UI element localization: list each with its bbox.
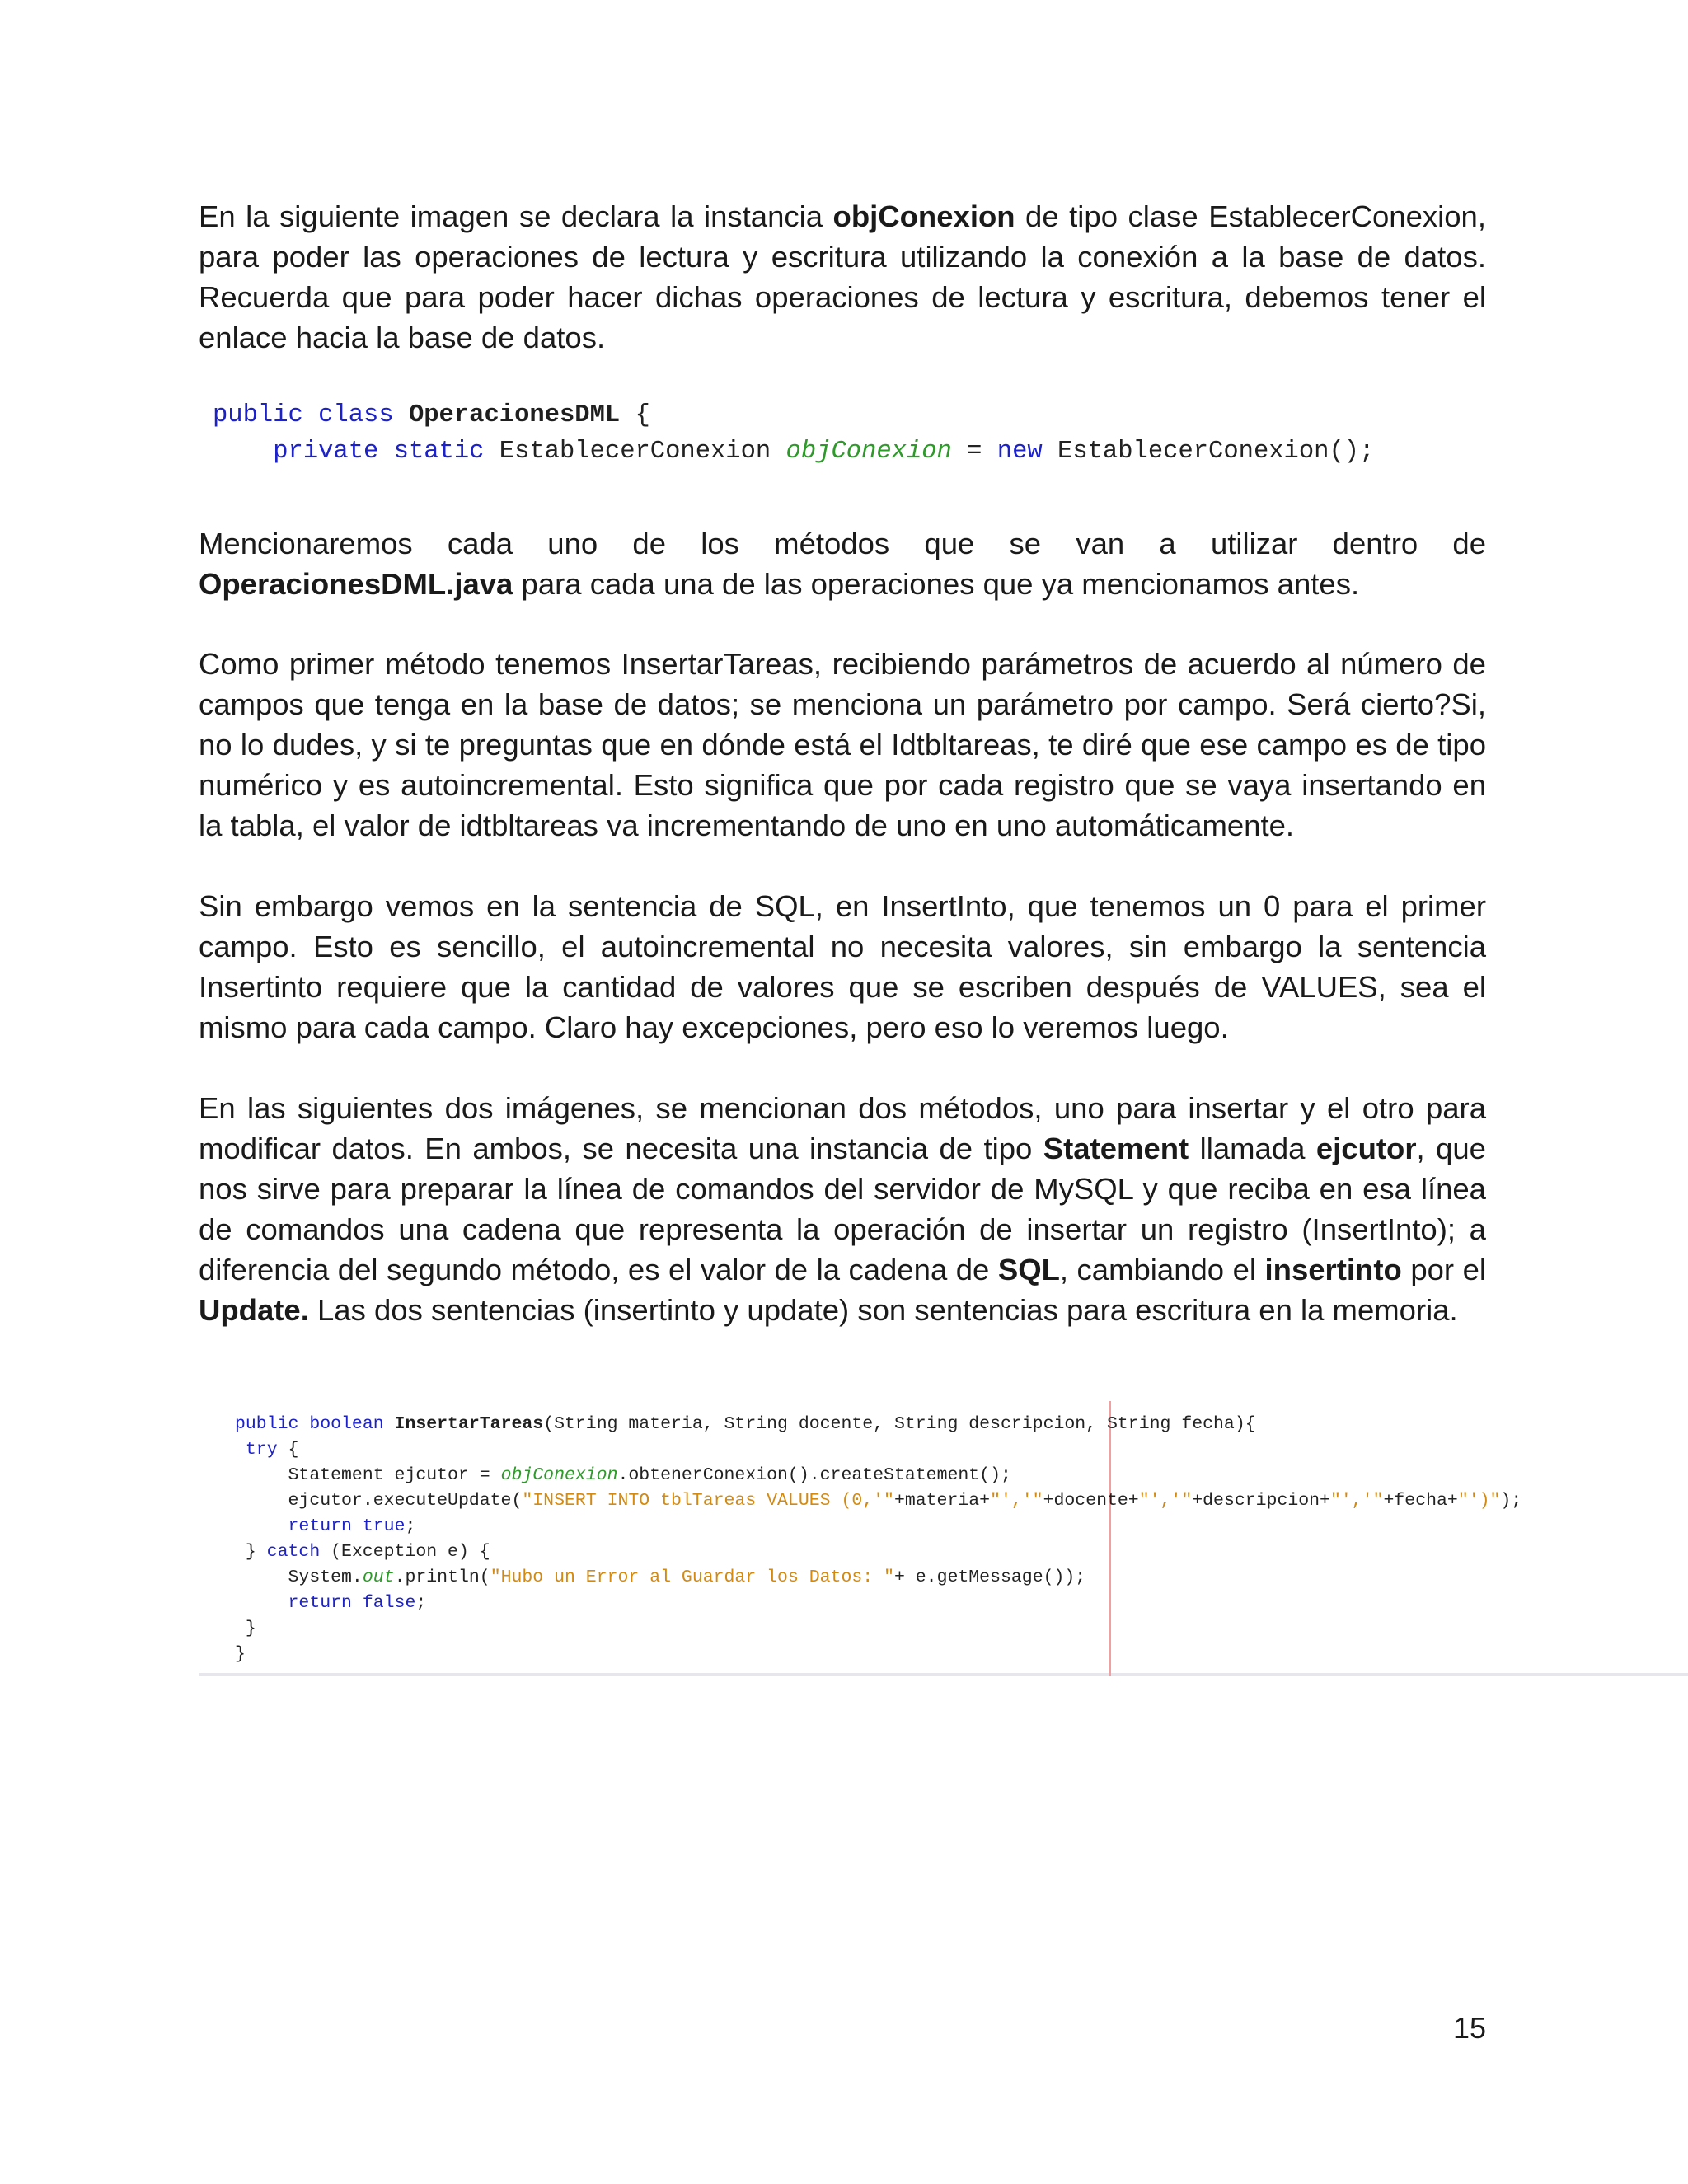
code-text: +materia+ [893,1491,991,1511]
code-text: (Exception e) { [320,1542,490,1562]
code-text: } [235,1644,246,1664]
bold-term-objconexion: objConexion [832,199,1015,233]
code-string: "','" [1138,1491,1193,1511]
text: por el [1401,1253,1486,1286]
code-string: "INSERT INTO tblTareas VALUES (0,'" [522,1491,894,1511]
code-text: +docente+ [1043,1491,1139,1511]
code-keyword: catch [266,1542,321,1562]
code-text: ejcutor.executeUpdate( [288,1491,523,1511]
code-text: System. [288,1568,363,1587]
code-string: "')" [1457,1491,1501,1511]
paragraph-statement-ejcutor [199,1088,1486,1330]
code-field: objConexion [500,1465,618,1485]
code-text: ; [415,1593,427,1613]
code-string: "','" [990,1491,1043,1511]
code-keyword: public boolean [235,1414,395,1434]
code-text: ); [1500,1491,1522,1511]
code-method-name: InsertarTareas [394,1414,544,1434]
code-text: +fecha+ [1383,1491,1458,1511]
code-keyword: new [996,438,1058,466]
code-text: + e.getMessage()); [893,1568,1086,1587]
code-indent [213,438,273,466]
bold-term-update: Update. [199,1293,309,1327]
code-text: .obtenerConexion().createStatement(); [617,1465,1011,1485]
text: para cada una de las operaciones que ya mencionamos antes. [513,567,1360,601]
bold-term-insertinto: insertinto [1264,1253,1402,1286]
code-keyword: try [245,1440,278,1460]
paragraph-insertartareas: Como primer método tenemos InsertarTareas, recibiendo parámetros de acuerdo al número de campos que tenga en la base de datos; se menciona un parámetro por campo. Será cierto?Si, no lo dudes, y si te preguntas que en dónde está el Idtbltareas, te diré que ese campo es de tipo numérico y es autoincremental. Esto significa que por cada registro que se vaya insertando en la tabla, el valor de idtbltareas va incrementando de uno en uno automáticamente. [199,647,1486,842]
bold-term-sql: SQL [997,1253,1060,1286]
code-text: ; [405,1516,416,1536]
code-type: EstablecerConexion [499,438,786,466]
code-text: { [620,401,650,429]
code-keyword: private static [273,438,499,466]
text: , que nos sirve para preparar la línea de comandos del servidor de MySQL y que reciba en esa línea de comandos una cadena que representa la operación de insertar un registro (InsertInto); a diferencia del segundo método, es el valor de la cadena de [199,1132,1486,1286]
code-string: "Hubo un Error al Guardar los Datos: " [490,1568,894,1587]
code-text: { [277,1440,299,1460]
code-text: EstablecerConexion(); [1057,438,1375,466]
code-string: "','" [1329,1491,1384,1511]
code-field: objConexion [785,438,952,466]
paragraph-sql-insertinto: Sin embargo vemos en la sentencia de SQL, en InsertInto, que tenemos un 0 para el primer campo. Esto es sencillo, el autoincremental no necesita valores, sin embargo la sentencia Insertinto requiere que la cantidad de valores que se escriben después de VALUES, sea el mismo para cada campo. Claro hay excepciones, pero eso lo veremos luego. [199,889,1486,1044]
code-snippet-insertartareas [235,1412,1522,1667]
paragraph-intro-objconexion [199,196,1486,358]
bold-term-operacionesdml: OperacionesDML.java [199,567,513,601]
code-text: Statement ejcutor = [288,1465,501,1485]
code-text: } [245,1619,256,1638]
paragraph-methods-intro [199,523,1486,604]
code-screenshot-insertartareas [199,1401,1688,1676]
text: En las siguientes dos imágenes, se mencionan dos métodos, uno para insertar y el otro para modificar datos. En ambos, se necesita una instancia de tipo [199,1091,1486,1165]
page-number: 15 [1452,2011,1486,2045]
code-snippet-class-declaration [213,397,1374,470]
text: de tipo clase EstablecerConexion, para poder las operaciones de lectura y escritura utilizando la conexión a la base de datos. Recuerda que para poder hacer dichas operaciones de lectura y escritura, debemos tener el enlace hacia la base de datos. [199,199,1486,354]
code-keyword: public class [213,401,409,429]
code-keyword: return false [288,1593,416,1613]
code-class-name: OperacionesDML [408,401,621,429]
code-text: +descripcion+ [1192,1491,1330,1511]
code-field: out [362,1568,395,1587]
text: En la siguiente imagen se declara la instancia [199,199,833,233]
code-keyword: return true [288,1516,406,1536]
text: Mencionaremos cada uno de los métodos que se van a utilizar dentro de [199,527,1486,560]
bold-term-statement: Statement [1043,1132,1189,1165]
text: , cambiando el [1059,1253,1265,1286]
code-text: = [951,438,997,466]
code-text: } [245,1542,267,1562]
bold-term-ejcutor: ejcutor [1315,1132,1417,1165]
code-text: .println( [394,1568,490,1587]
code-text: (String materia, String docente, String descripcion, String fecha){ [543,1414,1256,1434]
text: llamada [1189,1132,1316,1165]
text: Las dos sentencias (insertinto y update) son sentencias para escritura en la memoria. [308,1293,1458,1327]
